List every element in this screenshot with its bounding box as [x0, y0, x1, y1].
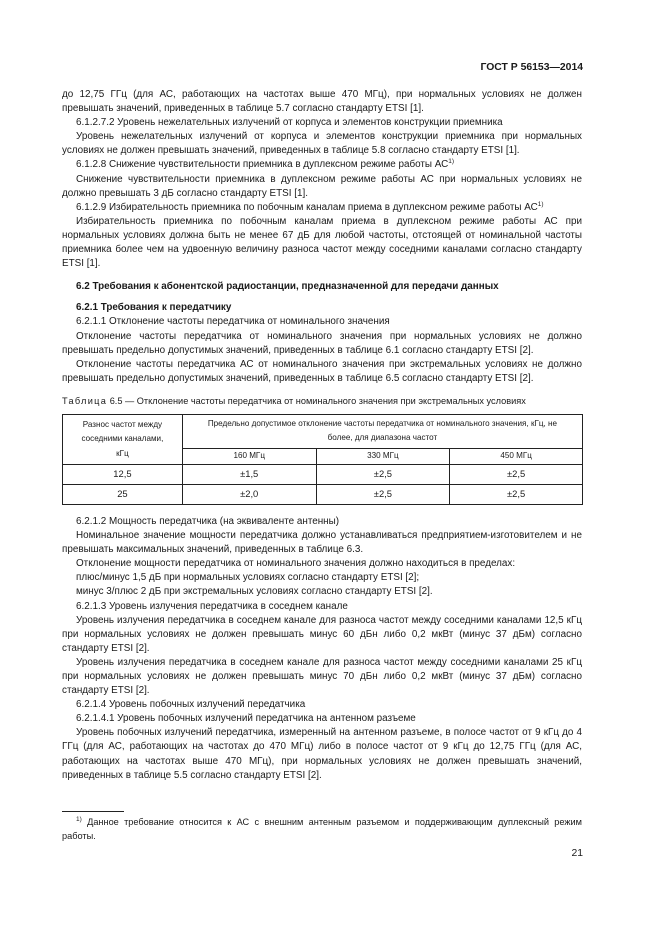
- table-row: [63, 484, 583, 504]
- table-cell: ±2,0: [182, 484, 316, 504]
- paragraph: Снижение чувствительности приемника в дуплексном режиме работы АС при нормальных условиях не должно превышать 3 дБ согласно стандарту ETSI [1].: [62, 173, 582, 199]
- footnote-ref[interactable]: 1): [448, 158, 455, 166]
- footnote-ref[interactable]: 1): [537, 200, 544, 208]
- footnote-text: Данное требование относится к АС с внешним антенным разъемом и поддерживающим дуплексный режим работы.: [62, 817, 582, 841]
- table-cell: ±2,5: [316, 484, 450, 504]
- clause-heading: 6.2.1.1 Отклонение частоты передатчика от номинального значения: [76, 316, 390, 328]
- section-heading: 6.2 Требования к абонентской радиостанции, предназначенной для передачи данных: [76, 281, 499, 293]
- footnote-divider: [62, 811, 124, 812]
- band-header: 450 МГц: [450, 448, 583, 464]
- table-cell: 12,5: [63, 464, 183, 484]
- paragraph: Уровень излучения передатчика в соседнем канале для разноса частот между соседними каналами 12,5 кГц при нормальных условиях не должен превышать минус 60 дБн либо 0,2 мкВт (минус 37 дБм) согласно стандарту ETSI [2].: [62, 614, 582, 654]
- clause-heading: [62, 158, 582, 172]
- clause-heading: 6.2.1.2 Мощность передатчика (на эквиваленте антенны): [76, 515, 340, 527]
- paragraph: Избирательность приемника по побочным каналам приема в дуплексном режиме работы АС при нормальных условиях должна быть не менее 67 дБ для любой частоты, отстоящей от номинальной частоты приемника более чем на удвоенную величину разноса частот между соседними каналами согласно стандарту ETSI [1].: [62, 215, 582, 270]
- clause-heading: 6.2.1.4 Уровень побочных излучений передатчика: [76, 699, 306, 711]
- clause-heading: [62, 201, 582, 215]
- document-body: [62, 88, 582, 783]
- paragraph: Уровень излучения передатчика в соседнем канале для разноса частот между соседними каналами 25 кГц при нормальных условиях не должен превышать минус 70 дБн либо 0,2 мкВт (минус 37 дБм) согласно стандарту ETSI [2].: [62, 656, 582, 697]
- col-header-spacing: Разнос частот между соседними каналами, кГц: [63, 414, 183, 464]
- col-header-group: Предельно допустимое отклонение частоты передатчика от номинального значения, кГц, не более, для диапазона частот: [182, 414, 582, 448]
- paragraph: Уровень побочных излучений передатчика, измеренный на антенном разъеме, в полосе частот от 9 кГц до 4 ГГц (для АС, работающих на частотах до 470 МГц) либо в полосе частот от 9 кГц до 12,75 ГГц (для АС, работающих на частотах выше 470 МГц), при нормальных условиях не должен превышать значений, приведенных в таблице 5.5 согласно стандарту ETSI [2].: [62, 727, 582, 781]
- paragraph: Отклонение частоты передатчика АС от номинального значения при экстремальных условиях не должно превышать предельно допустимых значений, приведенных в таблице 6.5 согласно стандарту ETSI [2].: [62, 358, 582, 384]
- paragraph: Отклонение мощности передатчика от номинального значения должно находиться в пределах:: [76, 558, 516, 570]
- list-item: плюс/минус 1,5 дБ при нормальных условиях согласно стандарту ETSI [2];: [76, 572, 420, 584]
- footnote-mark: 1): [76, 816, 82, 823]
- clause-heading: 6.2.1.3 Уровень излучения передатчика в соседнем канале: [76, 600, 348, 612]
- paragraph: до 12,75 ГГц (для АС, работающих на частотах выше 470 МГц), при нормальных условиях не должен превышать значений, приведенных в таблице 5.7 согласно стандарту ETSI [1].: [62, 89, 582, 115]
- clause-text: 6.1.2.9 Избирательность приемника по побочным каналам приема в дуплексном режиме работы АС: [76, 201, 538, 213]
- table-cell: ±1,5: [182, 464, 316, 484]
- paragraph: Уровень нежелательных излучений от корпуса и элементов конструкции приемника при нормальных условиях не должен превышать значений, приведенных в таблице 5.8 согласно стандарту ETSI [1].: [62, 131, 582, 157]
- deviation-table: [62, 414, 583, 505]
- paragraph: Отклонение частоты передатчика от номинального значения при нормальных условиях не должно превышать предельно допустимых значений, приведенных в таблице 6.1 согласно стандарту ETSI [2].: [62, 330, 582, 356]
- band-header: 160 МГц: [182, 448, 316, 464]
- table-cell: ±2,5: [316, 464, 450, 484]
- table-caption: [62, 394, 582, 408]
- footnote: [62, 816, 582, 843]
- table-cell: ±2,5: [450, 484, 583, 504]
- paragraph: Номинальное значение мощности передатчика должно устанавливаться предприятием-изготовителем и не превышать максимальных значений, приведенных в таблице 6.3.: [62, 530, 582, 556]
- table-cell: ±2,5: [450, 464, 583, 484]
- page-number: 21: [571, 848, 583, 859]
- clause-heading: 6.2.1.4.1 Уровень побочных излучений передатчика на антенном разъеме: [76, 713, 416, 725]
- table-caption-prefix: Таблица: [62, 395, 108, 406]
- table-cell: 25: [63, 484, 183, 504]
- list-item: минус 3/плюс 2 дБ при экстремальных условиях согласно стандарту ETSI [2].: [76, 586, 433, 598]
- table-caption-text: 6.5 — Отклонение частоты передатчика от номинального значения при экстремальных условиях: [109, 395, 526, 406]
- clause-text: 6.1.2.8 Снижение чувствительности приемника в дуплексном режиме работы АС: [76, 159, 449, 171]
- band-header: 330 МГц: [316, 448, 450, 464]
- clause-heading: 6.1.2.7.2 Уровень нежелательных излучений от корпуса и элементов конструкции приемника: [76, 117, 503, 129]
- subsection-heading: 6.2.1 Требования к передатчику: [76, 302, 232, 314]
- table-row: [63, 464, 583, 484]
- document-code: ГОСТ Р 56153—2014: [480, 62, 583, 73]
